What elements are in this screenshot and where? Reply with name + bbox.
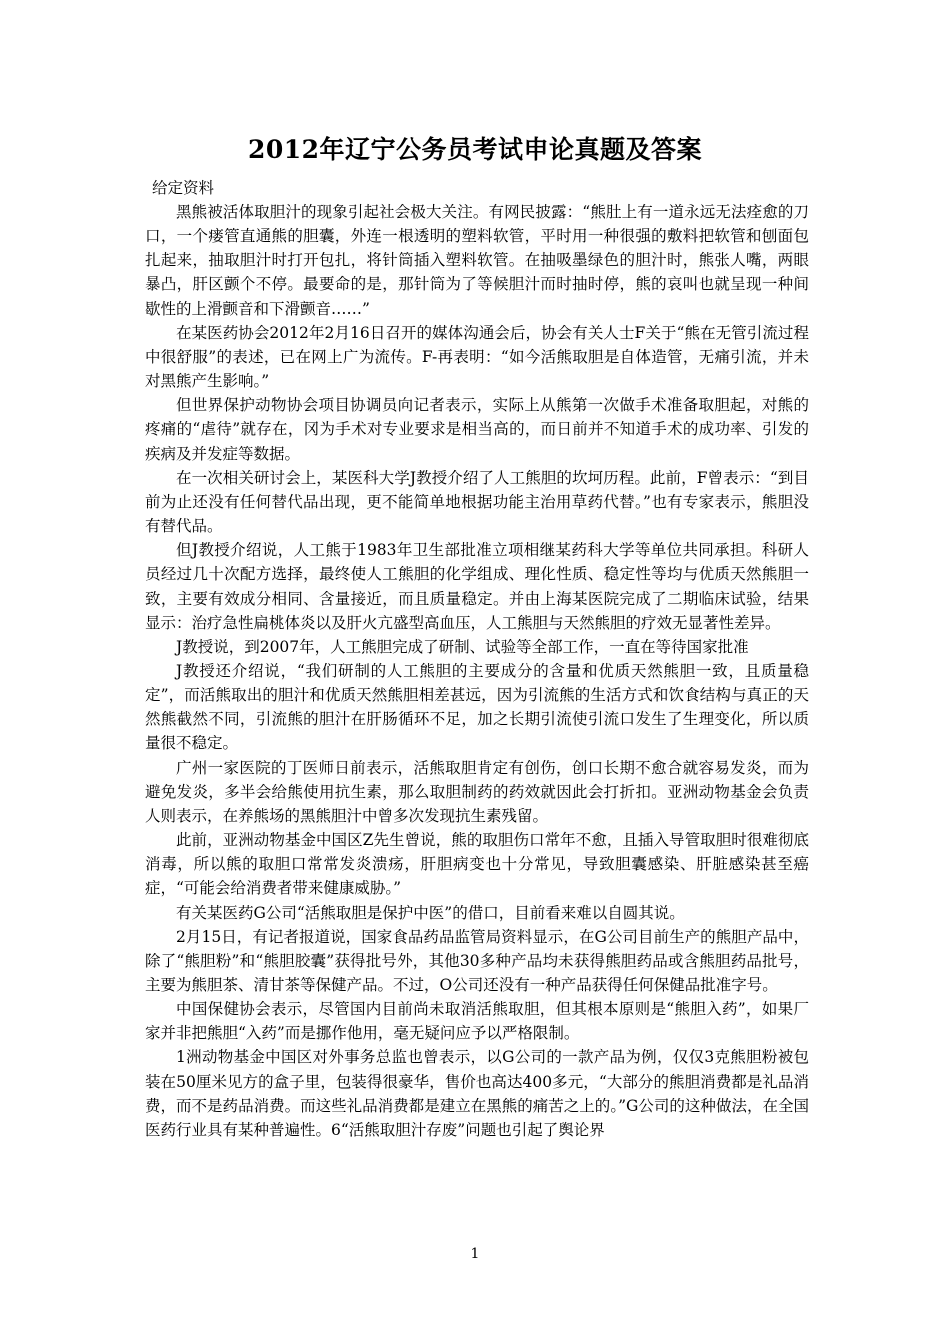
paragraph: 有关某医药G公司“活熊取胆是保护中医”的借口，目前看来难以自圆其说。: [176, 903, 685, 922]
paragraph: 在某医药协会2012年2月16日召开的媒体沟通会后，协会有关人士F关于“熊在无管引流过程中很舒服”的表述，已在网上广为流传。F-再表明：“如今活熊取胆是自体造管，无痛引流，并未对黑熊产生影响。”: [145, 323, 809, 391]
paragraph: 但J教授介绍说，人工熊于1983年卫生部批准立项相继某药科大学等单位共同承担。科研人员经过几十次配方选择，最终使人工熊胆的化学组成、理化性质、稳定性等均与优质天然熊胆一致，主要有效成分相同、含量接近，而且质量稳定。并由上海某医院完成了二期临床试验，结果显示：治疗急性扁桃体炎以及肝火亢盛型高血压，人工熊胆与天然熊胆的疗效无显著性差异。: [145, 541, 809, 632]
paragraph: J教授还介绍说，“我们研制的人工熊胆的主要成分的含量和优质天然熊胆一致，且质量稳定”，而活熊取出的胆汁和优质天然熊胆相差甚远，因为引流熊的生活方式和饮食结构与真正的天然熊截然不同，引流熊的胆汁在肝肠循环不足，加之长期引流使引流口发生了生理变化，所以质量很不稳定。: [145, 661, 809, 753]
document-title: 2012年辽宁公务员考试申论真题及答案: [247, 135, 703, 164]
page-number: 1: [470, 1246, 480, 1262]
paragraph: 广州一家医院的丁医师日前表示，活熊取胆肯定有创伤，创口长期不愈合就容易发炎，而为避免发炎，多半会给熊使用抗生素，那么取胆制药的药效就因此会打折扣。亚洲动物基金会负责人则表示，在养熊场的黑熊胆汁中曾多次发现抗生素残留。: [145, 758, 809, 825]
body-text: [145, 200, 809, 1142]
paragraph: 但世界保护动物协会项目协调员向记者表示，实际上从熊第一次做手术准备取胆起，对熊的疼痛的“虐待”就存在，冈为手术对专业要求是相当高的，而日前并不知道手术的成功率、引发的疾病及并发症等数据。: [145, 396, 809, 463]
paragraph: 此前，亚洲动物基金中国区Z先生曾说，熊的取胆伤口常年不愈，且插入导管取胆时很难彻底消毒，所以熊的取胆口常常发炎溃疡，肝胆病变也十分常见，导致胆囊感染、肝脏感染甚至癌症，“可能会给消费者带来健康威胁。”: [145, 831, 809, 898]
paragraph: 黑熊被活体取胆汁的现象引起社会极大关注。有网民披露：“熊肚上有一道永远无法痊愈的刀口，一个瘘管直通熊的胆囊，外连一根透明的塑料软管，平时用一种很强的敷料把软管和刨面包扎起来，抽取胆汁时打开包扎，将针筒插入塑料软管。在抽吸墨绿色的胆汁时，熊张人嘴，两眼暴凸，肝区颤个不停。最要命的是，那针筒为了等候胆汁而时抽时停，熊的哀叫也就呈现一种间歇性的上滑颤音和下滑颤音……”: [145, 203, 809, 318]
paragraph: 在一次相关研讨会上，某医科大学J教授介绍了人工熊胆的坎坷历程。此前，F曾表示：“到目前为止还没有任何替代品出现，更不能简单地根据功能主治用草药代替。”也有专家表示，熊胆没有替代品。: [145, 468, 809, 536]
paragraph: J教授说，到2007年，人工熊胆完成了研制、试验等全部工作，一直在等待国家批准: [176, 637, 749, 656]
paragraph: 中国保健协会表示，尽管国内目前尚未取消活熊取胆，但其根本原则是“熊胆入药”，如果厂家并非把熊胆“入药”而是挪作他用，毫无疑问应予以严格限制。: [145, 1000, 809, 1043]
section-label: 给定资料: [152, 179, 215, 197]
paragraph: 2月15日，有记者报道说，国家食品药品监管局资料显示，在G公司目前生产的熊胆产品中，除了“熊胆粉”和“熊胆胶囊”获得批号外，其他30多种产品均未获得熊胆药品或含熊胆药品批号，主要为熊胆茶、清甘茶等保健产品。不过，O公司还没有一种产品获得任何保健品批准字号。: [145, 927, 809, 994]
paragraph: 1洲动物基金中国区对外事务总监也曾表示，以G公司的一款产品为例，仅仅3克熊胆粉被包装在50厘米见方的盒子里，包装得很豪华，售价也高达400多元，“大部分的熊胆消费都是礼品消费，而不是药品消费。而这些礼品消费都是建立在黑熊的痛苦之上的。”G公司的这种做法，在全国医药行业具有某种普遍性。6“活熊取胆汁存废”问题也引起了舆论界: [145, 1048, 809, 1139]
